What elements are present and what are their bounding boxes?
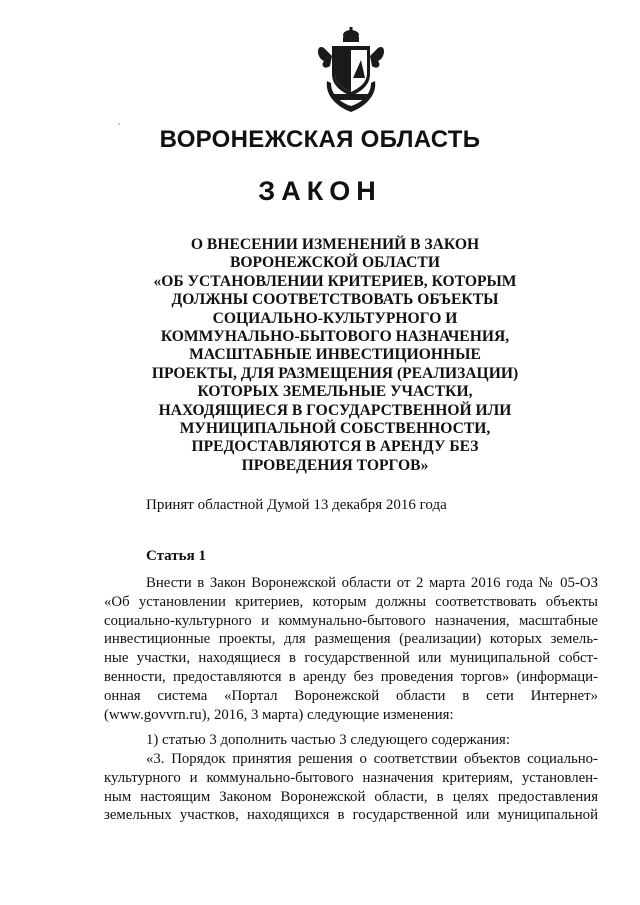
paragraph-line: инвестиционные проекты, для размещения (реализации) которых земель-: [104, 631, 598, 648]
subject-line: ПРОВЕДЕНИЯ ТОРГОВ»: [241, 456, 429, 474]
subject-line: МУНИЦИПАЛЬНОЙ СОБСТВЕННОСТИ,: [179, 420, 491, 438]
subject-line: ВОРОНЕЖСКОЙ ОБЛАСТИ: [230, 254, 440, 272]
paragraph-line: (www.govvrn.ru), 2016, 3 марта) следующие изменения:: [104, 706, 454, 723]
paragraph-line: культурного и коммунально-бытового назначения критериям, установлен-: [104, 769, 598, 786]
law-subject-title: [150, 236, 520, 475]
amendment-text: [104, 750, 598, 825]
subject-line: МАСШТАБНЫЕ ИНВЕСТИЦИОННЫЕ: [189, 346, 481, 364]
adoption-note: Принят областной Думой 13 декабря 2016 года: [146, 497, 447, 513]
subject-line: СОЦИАЛЬНО-КУЛЬТУРНОГО И: [212, 309, 458, 327]
subject-line: НАХОДЯЩИЕСЯ В ГОСУДАРСТВЕННОЙ ИЛИ: [158, 401, 512, 419]
article-heading: Статья 1: [146, 548, 206, 564]
subject-line: ДОЛЖНЫ СООТВЕТСТВОВАТЬ ОБЪЕКТЫ: [171, 291, 499, 309]
coat-of-arms-icon: [313, 26, 389, 116]
paragraph-line: Внести в Закон Воронежской области от 2 марта 2016 года № 05-ОЗ: [146, 575, 598, 591]
paragraph-line: «3. Порядок принятия решения о соответствии объектов социально-: [146, 751, 598, 767]
paragraph-line: венности, предоставляются в аренду без проведения торгов» (информаци-: [104, 668, 598, 685]
paragraph-line: социально-культурного и коммунально-бытового назначения, масштабные: [104, 612, 598, 629]
law-title: ЗАКОН: [258, 176, 382, 206]
article-paragraph: [104, 574, 598, 724]
subject-line: «ОБ УСТАНОВЛЕНИИ КРИТЕРИЕВ, КОТОРЫМ: [153, 272, 517, 290]
subject-line: КОТОРЫХ ЗЕМЕЛЬНЫЕ УЧАСТКИ,: [197, 383, 473, 401]
paragraph-line: онная система «Портал Воронежской области в сети Интернет»: [104, 687, 598, 704]
paragraph-line: «Об установлении критериев, которым должны соответствовать объекты: [104, 593, 598, 610]
subject-line: КОММУНАЛЬНО-БЫТОВОГО НАЗНАЧЕНИЯ,: [160, 328, 510, 346]
subject-line: ПРОЕКТЫ, ДЛЯ РАЗМЕЩЕНИЯ (РЕАЛИЗАЦИИ): [151, 364, 519, 382]
paragraph-line: земельных участков, находящихся в государственной или муниципальной: [104, 807, 598, 824]
scan-speck: [118, 123, 120, 125]
subject-line: ПРЕДОСТАВЛЯЮТСЯ В АРЕНДУ БЕЗ: [191, 438, 479, 456]
subject-line: О ВНЕСЕНИИ ИЗМЕНЕНИЙ В ЗАКОН: [190, 236, 480, 253]
paragraph-line: ным настоящим Законом Воронежской области, в целях предоставления: [104, 788, 598, 805]
paragraph-line: 1) статью 3 дополнить частью 3 следующего содержания:: [146, 732, 510, 748]
amendment-item: [104, 731, 598, 750]
region-title: ВОРОНЕЖСКАЯ ОБЛАСТЬ: [159, 126, 481, 153]
paragraph-line: ные участки, находящиеся в государственной или муниципальной собст-: [104, 650, 598, 667]
